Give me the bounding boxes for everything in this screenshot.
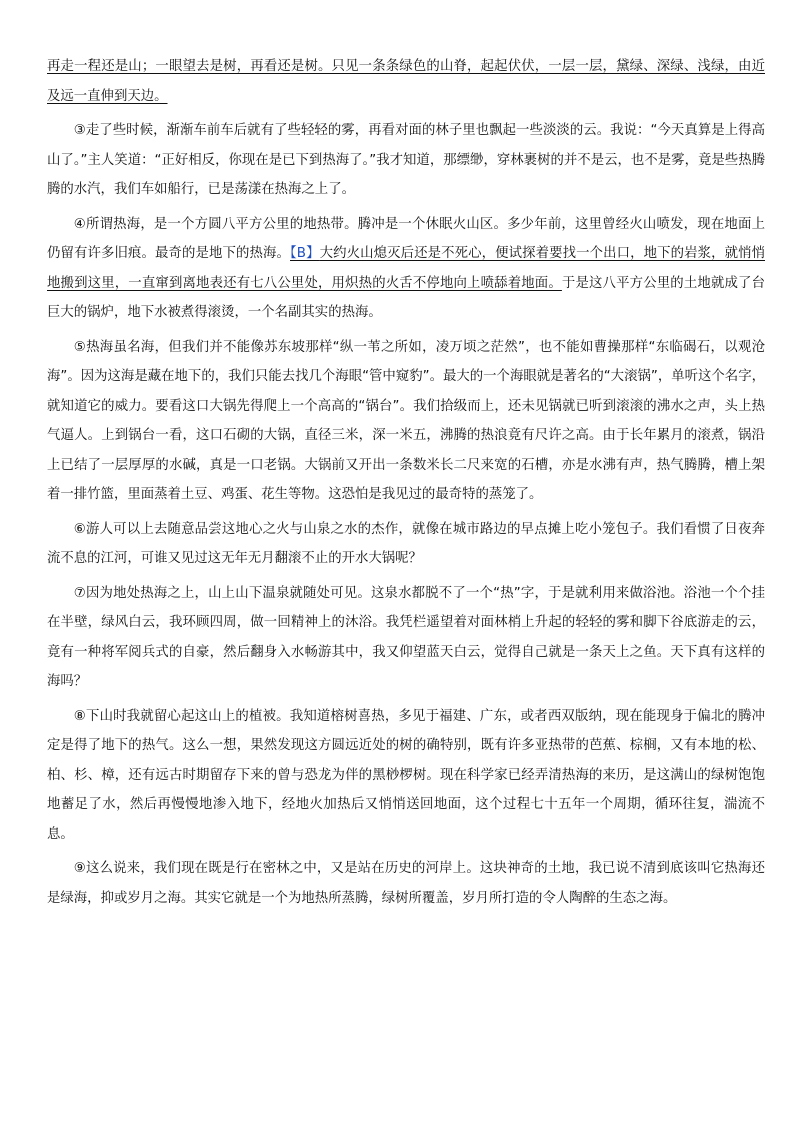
underlined-sentence-a: 再走一程还是山；一眼望去是树，再看还是树。只见一条条绿色的山脊，起起伏伏，一层一层，黛绿、深绿、浅绿，由近及远一直伸到天边。: [47, 59, 765, 104]
paragraph-8: ⑧下山时我就留心起这山上的植被。我知道榕树喜热，多见于福建、广东，或者西双版纳，现在能现身于偏北的腾冲定是得了地下的热气。这么一想，果然发现这方圆远近处的树的确特别，既有许多亚热带的芭蕉、棕榈，又有本地的松、柏、杉、樟，还有远古时期留存下来的曾与恐龙为伴的黑桫椤树。现在科学家已经弄清热海的来历，是这满山的绿树饱饱地蓄足了水，然后再慢慢地渗入地下，经地火加热后又悄悄送回地面，这个过程七十五年一个周期，循环往复，湍流不息。: [47, 708, 765, 842]
question-marker-b: 【B】: [290, 246, 320, 261]
document-page: [47, 52, 765, 918]
paragraph-9: ⑨这么说来，我们现在既是行在密林之中，又是站在历史的河岸上。这块神奇的土地，我已说不清到底该叫它热海还是绿海，抑或岁月之海。其实它就是一个为地热所蒸腾，绿树所覆盖，岁月所打造的令人陶醉的生态之海。: [47, 861, 765, 906]
paragraph-7: ⑦因为地处热海之上，山上山下温泉就随处可见。这泉水都脱不了一个“热”字，于是就利用来做浴池。浴池一个个挂在半壁，绿风白云，我环顾四周，做一回精神上的沐浴。我凭栏遥望着对面林梢上升起的轻轻的雾和脚下谷底游走的云，竟有一种将军阅兵式的自豪，然后翻身入水畅游其中，我又仰望蓝天白云，觉得自己就是一条天上之鱼。天下真有这样的海吗？: [47, 585, 765, 689]
paragraph-6: ⑥游人可以上去随意品尝这地心之火与山泉之水的杰作，就像在城市路边的早点摊上吃小笼包子。我们看惯了日夜奔流不息的江河，可谁又见过这无年无月翻滚不止的开水大锅呢？: [47, 521, 765, 566]
paragraph-2-continuation: [47, 52, 765, 111]
paragraph-4-outro: 于是这八平方公里的土地就成了台巨大的锅炉，地下水被煮得滚烫，一个名副其实的热海。: [47, 275, 765, 320]
paragraph-5: ⑤热海虽名海，但我们并不能像苏东坡那样“纵一苇之所如，凌万顷之茫然”，也不能如曹操那样“东临碣石，以观沧海”。因为这海是藏在地下的，我们只能去找几个海眼“管中窥豹”。最大的一个海眼就是著名的“大滚锅”，单听这个名字，就知道它的威力。要看这口大锅先得爬上一个高高的“锅台”。我们拾级而上，还未见锅就已听到滚滚的沸水之声，头上热气逼人。上到锅台一看，这口石砌的大锅，直径三米，深一米五，沸腾的热浪竟有尺许之高。由于长年累月的滚煮，锅沿上已结了一层厚厚的水碱，真是一口老锅。大锅前又开出一条数米长二尺来宽的石槽，亦是水沸有声，热气腾腾，槽上架着一排竹篮，里面蒸着土豆、鸡蛋、花生等物。这恐怕是我见过的最奇特的蒸笼了。: [47, 339, 765, 502]
paragraph-3: ③走了些时候，渐渐车前车后就有了些轻轻的雾，再看对面的林子里也飘起一些淡淡的云。我说：“今天真算是上得高山了。”主人笑道：“正好相反，你现在是已下到热海了。”我才知道，那缥缈，穿林裹树的并不是云，也不是雾，竟是些热腾腾的水汽，我们车如船行，已是荡漾在热海之上了。: [47, 123, 765, 197]
underlined-sentence-b: 大约火山熄灭后还是不死心，便试探着要找一个出口，地下的岩浆，就悄悄地搬到这里，一直窜到离地表还有七八公里处，用炽热的火舌不停地向上喷舔着地面。: [47, 246, 765, 291]
paragraph-4: [47, 210, 765, 328]
paragraph-4-intro: ④所谓热海，是一个方圆八平方公里的地热带。腾冲是一个休眠火山区。多少年前，这里曾经火山喷发，现在地面上仍留有许多旧痕。最奇的是地下的热海。: [47, 216, 765, 261]
